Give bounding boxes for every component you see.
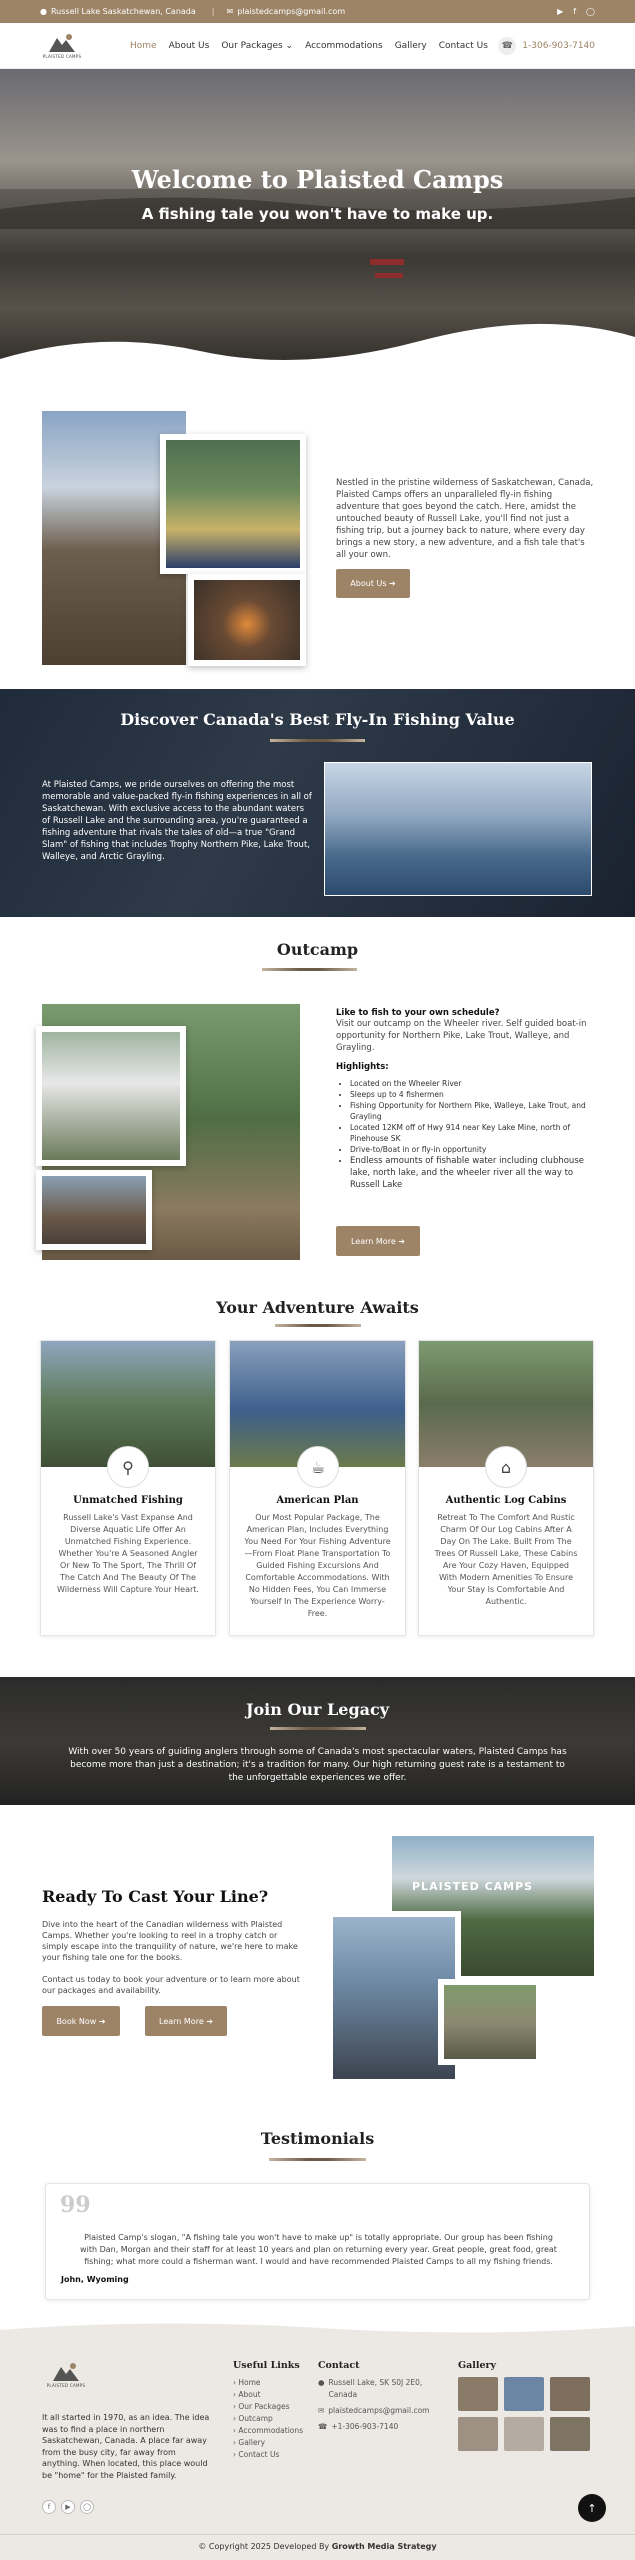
outcamp-details bbox=[336, 1008, 594, 1191]
envelope-icon: ✉ bbox=[226, 7, 234, 16]
nav-item-about[interactable]: About Us bbox=[168, 40, 210, 51]
card-title: Unmatched Fishing bbox=[73, 1495, 183, 1506]
ready-text-2: Contact us today to book your adventure or to learn more about our packages and availability. bbox=[42, 1975, 300, 1995]
list-item: • Located on the Wheeler River bbox=[350, 1078, 594, 1089]
email-info[interactable] bbox=[227, 7, 346, 16]
email-text[interactable]: plaistedcamps@gmail.com bbox=[237, 7, 346, 16]
card-unmatched-fishing bbox=[40, 1340, 216, 1636]
arrow-up-icon: ↑ bbox=[587, 2501, 597, 2515]
footer-link-outcamp[interactable]: › Outcamp bbox=[233, 2414, 273, 2423]
outcamp-cabin-photo bbox=[36, 1026, 186, 1166]
footer-about-text: It all started in 1970, as an idea. The idea was to find a place in northern Saskatchewan, Canada. A place far away from the busy city, far away from anything. When located, this place would be "home" for the Plaisted family. bbox=[42, 2413, 210, 2480]
discover-title: Discover Canada's Best Fly-In Fishing Value bbox=[120, 710, 515, 729]
card-american-plan bbox=[229, 1340, 406, 1636]
location-text: Russell Lake Saskatchewan, Canada bbox=[50, 7, 196, 16]
testimonials-underline bbox=[269, 2158, 366, 2161]
gallery-thumb[interactable] bbox=[550, 2417, 590, 2451]
nav-phone[interactable] bbox=[498, 37, 595, 55]
gallery-thumb[interactable] bbox=[504, 2377, 544, 2411]
developer-link[interactable]: Growth Media Strategy bbox=[331, 2542, 437, 2551]
gallery-thumb[interactable] bbox=[550, 2377, 590, 2411]
map-pin-icon: ● bbox=[40, 7, 47, 16]
gallery-thumb[interactable] bbox=[504, 2417, 544, 2451]
testimonials-title: Testimonials bbox=[260, 2129, 375, 2148]
main-nav bbox=[0, 23, 635, 69]
footer-link-home[interactable]: › Home bbox=[233, 2378, 261, 2387]
envelope-icon: ✉ bbox=[318, 2406, 325, 2415]
card-text: Russell Lake's Vast Expanse And Diverse Aquatic Life Offer An Unmatched Fishing Experience. Whether You're A Seasoned Angler Or New To The Sport, The Thrill Of The Catch And The Beauty Of The Wilderness Will Capture Your Heart. bbox=[57, 1513, 199, 1594]
intro-campfire-photo bbox=[188, 574, 306, 666]
list-item: • Located 12KM off of Hwy 914 near Key Lake Mine, north of Pinehouse SK bbox=[350, 1122, 594, 1144]
ready-text: Dive into the heart of the Canadian wilderness with Plaisted Camps. Whether you're looking to reel in a trophy catch or simply escape into the tranquility of nature, we're here to make your fishing tale one for the books. bbox=[42, 1920, 298, 1962]
copyright-text: © Copyright 2025 Developed By bbox=[198, 2542, 330, 2551]
logo-text: PLAISTED CAMPS bbox=[46, 2382, 86, 2388]
logo-text: PLAISTED CAMPS bbox=[42, 54, 82, 59]
cabin-icon: ⌂ bbox=[485, 1446, 527, 1488]
ready-catch-photo bbox=[438, 1979, 542, 2065]
nav-item-gallery[interactable]: Gallery bbox=[394, 40, 427, 51]
logo-emblem-icon bbox=[51, 2361, 81, 2383]
intro-catch-photo bbox=[160, 434, 306, 574]
legacy-underline bbox=[270, 1727, 366, 1730]
list-item: • Drive-to/Boat in or fly-in opportunity bbox=[350, 1144, 594, 1155]
footer-links-title: Useful Links bbox=[233, 2360, 300, 2371]
footer-link-label: Accommodations bbox=[238, 2426, 304, 2435]
discover-text: At Plaisted Camps, we pride ourselves on offering the most memorable and value-packed fly-in fishing experiences in all of Saskatchewan. With exclusive access to the abundant waters of Russell Lake and the surrounding area, you're guaranteed a fishing adventure that rivals the tales of old—a true "Grand Slam" of fishing that includes Trophy Northern Pike, Lake Trout, Walleye, and Arctic Grayling. bbox=[42, 780, 312, 862]
footer-contact-title: Contact bbox=[318, 2360, 360, 2371]
footer-contact bbox=[318, 2360, 438, 2433]
outcamp-learn-more-button[interactable]: Learn More ➔ bbox=[336, 1226, 420, 1256]
footer-address bbox=[318, 2377, 438, 2401]
top-bar: ● Russell Lake Saskatchewan, Canada | ✉ plaistedcamps@gmail.com ▶ f ◯ bbox=[0, 0, 635, 23]
facebook-icon[interactable]: f bbox=[42, 2500, 56, 2514]
nav-menu bbox=[130, 41, 488, 51]
footer-link-label: Contact Us bbox=[238, 2450, 280, 2459]
about-us-button[interactable]: About Us ➔ bbox=[336, 569, 410, 598]
footer-wave bbox=[0, 2320, 635, 2340]
intro-text: Nestled in the pristine wilderness of Saskatchewan, Canada, Plaisted Camps offers an unparalleled fly-in fishing adventure that goes beyond the catch. Here, amidst the untouched beauty of Russell Lake, you'll find not just a fishing trip, but a journey back to nature, where every day brings a new story, a new adventure, and a fish tale that's all your own. bbox=[336, 478, 594, 560]
map-pin-icon: ● bbox=[318, 2378, 325, 2387]
copyright bbox=[0, 2542, 635, 2551]
footer-link-label: Outcamp bbox=[238, 2414, 273, 2423]
chevron-down-icon: ⌄ bbox=[285, 40, 294, 51]
site-logo[interactable] bbox=[40, 28, 84, 64]
list-item: • Endless amounts of fishable water including clubhouse lake, north lake, and the wheeler river all the way to Russell Lake bbox=[350, 1155, 594, 1191]
book-now-button[interactable]: Book Now ➔ bbox=[42, 2006, 120, 2036]
ready-learn-more-button[interactable]: Learn More ➔ bbox=[145, 2006, 227, 2036]
gallery-thumb[interactable] bbox=[458, 2417, 498, 2451]
outcamp-title: Outcamp bbox=[276, 940, 359, 959]
footer-link-label: Gallery bbox=[238, 2438, 266, 2447]
footer-email[interactable] bbox=[318, 2405, 438, 2417]
testimonial-card bbox=[45, 2183, 590, 2300]
footer-link-packages[interactable]: › Our Packages bbox=[233, 2402, 290, 2411]
footer-social bbox=[42, 2500, 94, 2514]
youtube-icon[interactable]: ▶ bbox=[557, 7, 564, 16]
discover-catch-photo bbox=[324, 762, 592, 896]
nav-item-accommodations[interactable]: Accommodations bbox=[305, 40, 383, 51]
footer-link-label: Home bbox=[238, 2378, 261, 2387]
hero-title: Welcome to Plaisted Camps bbox=[131, 165, 504, 194]
list-item: • Sleeps up to 4 fishermen bbox=[350, 1089, 594, 1100]
adventure-underline bbox=[275, 1324, 361, 1327]
footer-phone[interactable] bbox=[318, 2421, 438, 2433]
nav-item-home[interactable]: Home bbox=[130, 40, 157, 51]
meal-icon: ☕ bbox=[297, 1446, 339, 1488]
facebook-icon[interactable]: f bbox=[573, 7, 577, 16]
location-info bbox=[40, 7, 196, 16]
footer bbox=[0, 2320, 635, 2560]
card-text: Our Most Popular Package, The American Plan, Includes Everything You Need For Your Fishing Adventure—From Float Plane Transportation To Guided Fishing Excursions And Comfortable Accommodations. With No Hidden Fees, You Can Immerse Yourself In The Experience Worry-Free. bbox=[244, 1513, 391, 1618]
nav-item-contact[interactable]: Contact Us bbox=[438, 40, 488, 51]
footer-gallery-grid bbox=[458, 2377, 590, 2451]
footer-link-gallery[interactable]: › Gallery bbox=[233, 2438, 266, 2447]
legacy-section bbox=[0, 1677, 635, 1805]
card-text: Retreat To The Comfort And Rustic Charm Of Our Log Cabins After A Day On The Lake. Built From The Trees Of Russell Lake, These Cabins Are Your Cozy Haven, Equipped With Modern Amenities To Ensure Your Stay Is Comfortable And Authentic. bbox=[434, 1513, 578, 1606]
ready-title: Ready To Cast Your Line? bbox=[42, 1887, 269, 1906]
list-item: • Fishing Opportunity for Northern Pike, Walleye, Lake Trout, and Grayling bbox=[350, 1100, 594, 1122]
highlights-label: Highlights: bbox=[336, 1062, 389, 1072]
footer-link-contact[interactable]: › Contact Us bbox=[233, 2450, 280, 2459]
hero-banner bbox=[0, 69, 635, 375]
instagram-icon[interactable]: ◯ bbox=[586, 7, 595, 16]
fishing-rod-icon: ⚲ bbox=[107, 1446, 149, 1488]
card-title: American Plan bbox=[276, 1495, 359, 1506]
discover-underline bbox=[270, 739, 365, 742]
outcamp-question: Like to fish to your own schedule? bbox=[336, 1008, 500, 1018]
footer-address-text: Russell Lake, SK S0J 2E0, Canada bbox=[328, 2378, 423, 2399]
footer-link-about[interactable]: › About bbox=[233, 2390, 261, 2399]
footer-divider bbox=[0, 2534, 635, 2535]
legacy-text: With over 50 years of guiding anglers through some of Canada's most spectacular waters, Plaisted Camps has become more than just a destination; it's a tradition for many. Our high returning guest rate is a testament to the unforgettable experiences we offer. bbox=[68, 1747, 567, 1783]
instagram-icon[interactable]: ◯ bbox=[80, 2500, 94, 2514]
quote-icon: 99 bbox=[60, 2192, 91, 2218]
logo-emblem-icon bbox=[47, 32, 77, 54]
card-log-cabins bbox=[418, 1340, 594, 1636]
footer-link-label: About bbox=[238, 2390, 261, 2399]
scroll-to-top-button[interactable] bbox=[578, 2494, 606, 2522]
outcamp-group-photo bbox=[36, 1170, 152, 1250]
testimonial-author: John, Wyoming bbox=[61, 2275, 129, 2284]
footer-gallery-title: Gallery bbox=[458, 2360, 497, 2371]
adventure-title: Your Adventure Awaits bbox=[216, 1298, 419, 1317]
phone-icon: ☎ bbox=[318, 2422, 328, 2431]
youtube-icon[interactable]: ▶ bbox=[61, 2500, 75, 2514]
footer-useful-links bbox=[233, 2360, 303, 2461]
hero-subtitle: A fishing tale you won't have to make up. bbox=[141, 205, 494, 223]
nav-item-packages-label: Our Packages bbox=[221, 40, 283, 51]
footer-phone-text[interactable]: +1-306-903-7140 bbox=[331, 2422, 399, 2431]
phone-icon: ☎ bbox=[498, 37, 516, 55]
outcamp-underline bbox=[262, 968, 357, 971]
footer-email-text[interactable]: plaistedcamps@gmail.com bbox=[328, 2406, 430, 2415]
phone-number[interactable]: 1-306-903-7140 bbox=[522, 40, 595, 51]
testimonial-text: Plaisted Camp's slogan, "A fishing tale you won't have to make up" is totally appropriate. Our group has been fishing with Dan, Morgan and their staff for at least 10 years and plan on returning every year. Great people, great food, great fishing; what more could a fisherman want. I would and have recommended Plaisted Camps to all my fishing friends. bbox=[80, 2233, 557, 2266]
nav-item-packages[interactable] bbox=[221, 41, 293, 51]
footer-link-accommodations[interactable]: › Accommodations bbox=[233, 2426, 304, 2435]
footer-link-label: Our Packages bbox=[238, 2402, 290, 2411]
legacy-title: Join Our Legacy bbox=[245, 1700, 390, 1719]
footer-logo[interactable] bbox=[44, 2356, 88, 2392]
camp-sign-text: PLAISTED CAMPS bbox=[412, 1880, 534, 1893]
highlights-list bbox=[336, 1078, 594, 1191]
footer-gallery bbox=[458, 2360, 590, 2451]
card-title: Authentic Log Cabins bbox=[445, 1495, 567, 1506]
outcamp-question-text: Visit our outcamp on the Wheeler river. Self guided boat-in opportunity for Northern Pike, Lake Trout, Walleye, and Grayling. bbox=[336, 1019, 587, 1053]
gallery-thumb[interactable] bbox=[458, 2377, 498, 2411]
